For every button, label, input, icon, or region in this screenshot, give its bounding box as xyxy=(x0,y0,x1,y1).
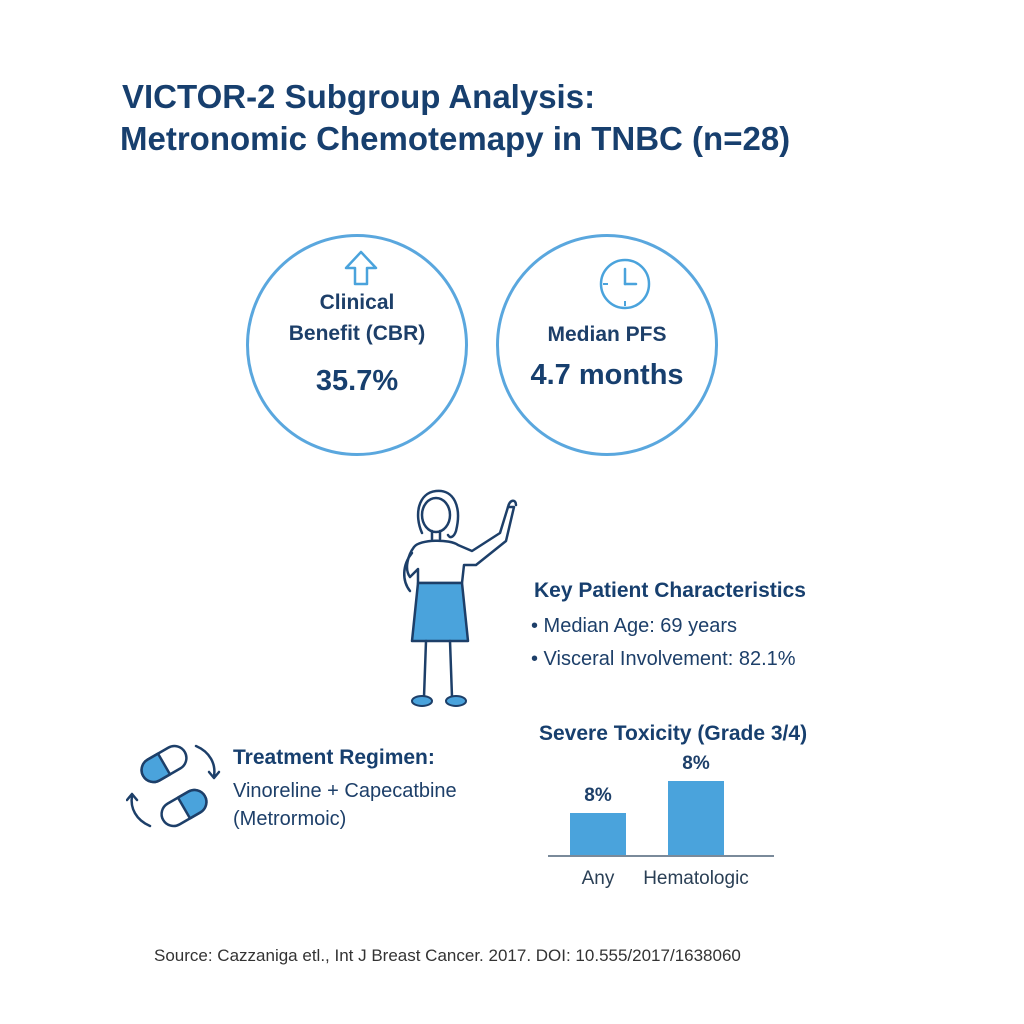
up-arrow-icon xyxy=(343,249,379,287)
pfs-value: 4.7 months xyxy=(530,359,684,391)
woman-illustration xyxy=(390,485,520,713)
pill-cycle-icon xyxy=(126,738,222,834)
toxicity-chart xyxy=(548,750,774,890)
pfs-metric-circle xyxy=(496,234,718,456)
page-title-line1: VICTOR-2 Subgroup Analysis: xyxy=(122,78,596,115)
characteristic-item: • Median Age: 69 years xyxy=(531,615,738,637)
cbr-metric-circle xyxy=(246,234,468,456)
page-title-line2: Metronomic Chemotemapy in TNBC (n=28) xyxy=(120,120,791,157)
treatment-heading: Treatment Regimen: xyxy=(233,746,435,769)
cbr-label-line2: Benefit (CBR) xyxy=(288,322,426,345)
bar-hematologic xyxy=(668,781,724,855)
treatment-line2: (Metrormoic) xyxy=(233,808,347,830)
source-citation: Source: Cazzaniga etl., Int J Breast Cancer. 2017. DOI: 10.555/2017/1638060 xyxy=(154,946,741,965)
clock-icon xyxy=(598,257,652,311)
pfs-label: Median PFS xyxy=(547,323,667,346)
bar-value-label: 8% xyxy=(682,753,710,774)
category-label: Hematologic xyxy=(643,868,749,889)
characteristics-heading: Key Patient Characteristics xyxy=(534,579,806,602)
category-label: Any xyxy=(581,868,615,889)
chart-baseline xyxy=(548,855,774,857)
cbr-label-line1: Clinical xyxy=(319,291,395,314)
characteristic-item: • Visceral Involvement: 82.1% xyxy=(531,648,796,670)
chart-title: Severe Toxicity (Grade 3/4) xyxy=(539,722,808,745)
bar-value-label: 8% xyxy=(584,784,612,806)
bar-any xyxy=(570,813,626,855)
treatment-line1: Vinoreline + Capecatbine xyxy=(233,780,457,802)
cbr-value: 35.7% xyxy=(315,365,399,397)
